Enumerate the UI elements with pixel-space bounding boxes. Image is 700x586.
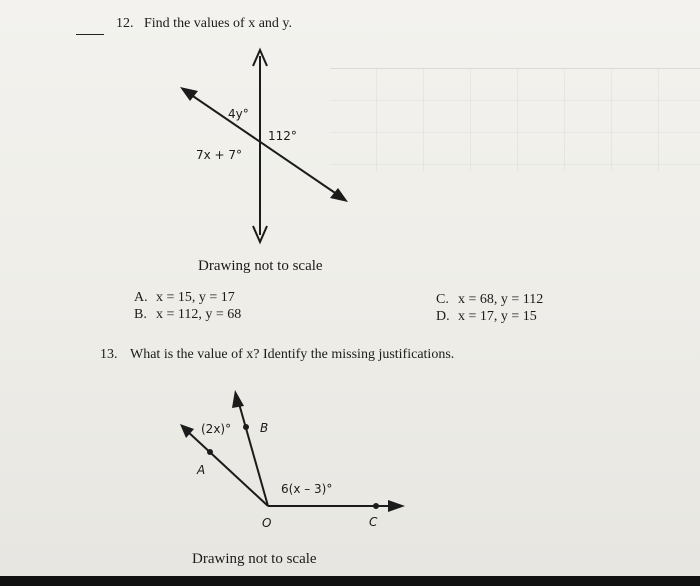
label-C: C <box>369 515 378 529</box>
choice-D[interactable] <box>436 309 537 325</box>
bottom-edge <box>0 576 700 586</box>
label-2x: (2x)° <box>201 422 232 436</box>
point-A-dot <box>207 449 213 455</box>
choice-text: x = 15, y = 17 <box>156 290 235 305</box>
ray-OB <box>238 400 268 506</box>
scale-note-13: Drawing not to scale <box>192 551 317 567</box>
choice-text: x = 68, y = 112 <box>458 292 544 307</box>
choice-text: x = 17, y = 15 <box>458 309 537 324</box>
choice-text: x = 112, y = 68 <box>156 307 242 322</box>
question-prompt-13: What is the value of x? Identify the missing justifications. <box>130 347 455 362</box>
point-B-dot <box>243 424 249 430</box>
choice-letter: D. <box>436 309 450 324</box>
label-O: O <box>262 516 272 530</box>
choice-letter: B. <box>134 307 147 322</box>
choice-C[interactable] <box>436 292 543 308</box>
arrowhead-C <box>388 500 405 512</box>
label-A: A <box>197 463 206 477</box>
label-112: 112° <box>268 129 297 143</box>
scale-note-12: Drawing not to scale <box>198 258 323 274</box>
arrowhead-B <box>232 390 244 408</box>
choice-letter: C. <box>436 292 449 307</box>
figure-13 <box>180 390 405 530</box>
figure-12 <box>180 50 348 242</box>
label-4y: 4y° <box>228 107 249 121</box>
question-number-13: 13. <box>100 347 118 362</box>
point-C-dot <box>373 503 379 509</box>
question-number-12: 12. <box>116 16 134 31</box>
label-B: B <box>260 421 269 435</box>
choice-B[interactable] <box>134 307 241 323</box>
choice-letter: A. <box>134 290 148 305</box>
choice-A[interactable] <box>134 290 235 306</box>
label-6x-minus-3: 6(x – 3)° <box>281 482 333 496</box>
question-prompt-12: Find the values of x and y. <box>144 16 293 31</box>
transversal-line <box>184 90 344 199</box>
label-7x-plus-7: 7x + 7° <box>196 148 243 162</box>
